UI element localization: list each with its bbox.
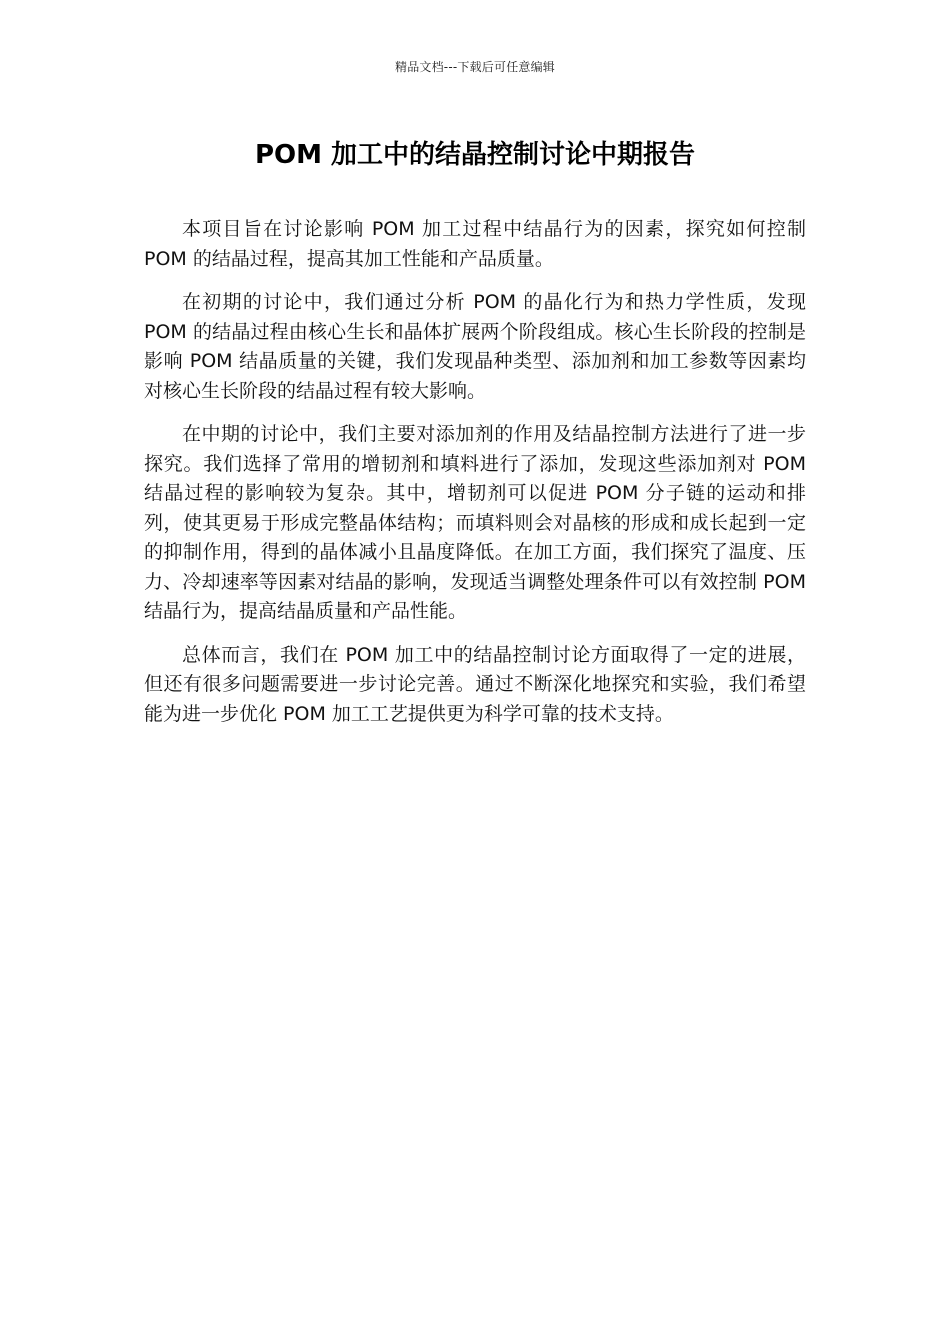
paragraph-intro: 本项目旨在讨论影响 POM 加工过程中结晶行为的因素，探究如何控制 POM 的结晶过程，提高其加工性能和产品质量。: [144, 218, 806, 270]
paragraph-conclusion: 总体而言，我们在 POM 加工中的结晶控制讨论方面取得了一定的进展，但还有很多问题需要进一步讨论完善。通过不断深化地探究和实验，我们希望能为进一步优化 POM 加工工艺提供更为科学可靠的技术支持。: [144, 643, 806, 725]
document-title: POM 加工中的结晶控制讨论中期报告: [254, 140, 696, 170]
paragraph-initial-discussion: 在初期的讨论中，我们通过分析 POM 的晶化行为和热力学性质，发现 POM 的结晶过程由核心生长和晶体扩展两个阶段组成。核心生长阶段的控制是影响 POM 结晶质量的关键，我们发现晶种类型、添加剂和加工参数等因素均对核心生长阶段的结晶过程有较大影响。: [144, 291, 806, 402]
page-header: 精品文档---下载后可任意编辑: [395, 60, 555, 74]
document-body: [144, 215, 806, 743]
paragraph-midterm-discussion: 在中期的讨论中，我们主要对添加剂的作用及结晶控制方法进行了进一步探究。我们选择了常用的增韧剂和填料进行了添加，发现这些添加剂对 POM 结晶过程的影响较为复杂。其中，增韧剂可以促进 POM 分子链的运动和排列，使其更易于形成完整晶体结构；而填料则会对晶核的形成和成长起到一定的抑制作用，得到的晶体减小且晶度降低。在加工方面，我们探究了温度、压力、冷却速率等因素对结晶的影响，发现适当调整处理条件可以有效控制 POM 结晶行为，提高结晶质量和产品性能。: [144, 423, 806, 622]
